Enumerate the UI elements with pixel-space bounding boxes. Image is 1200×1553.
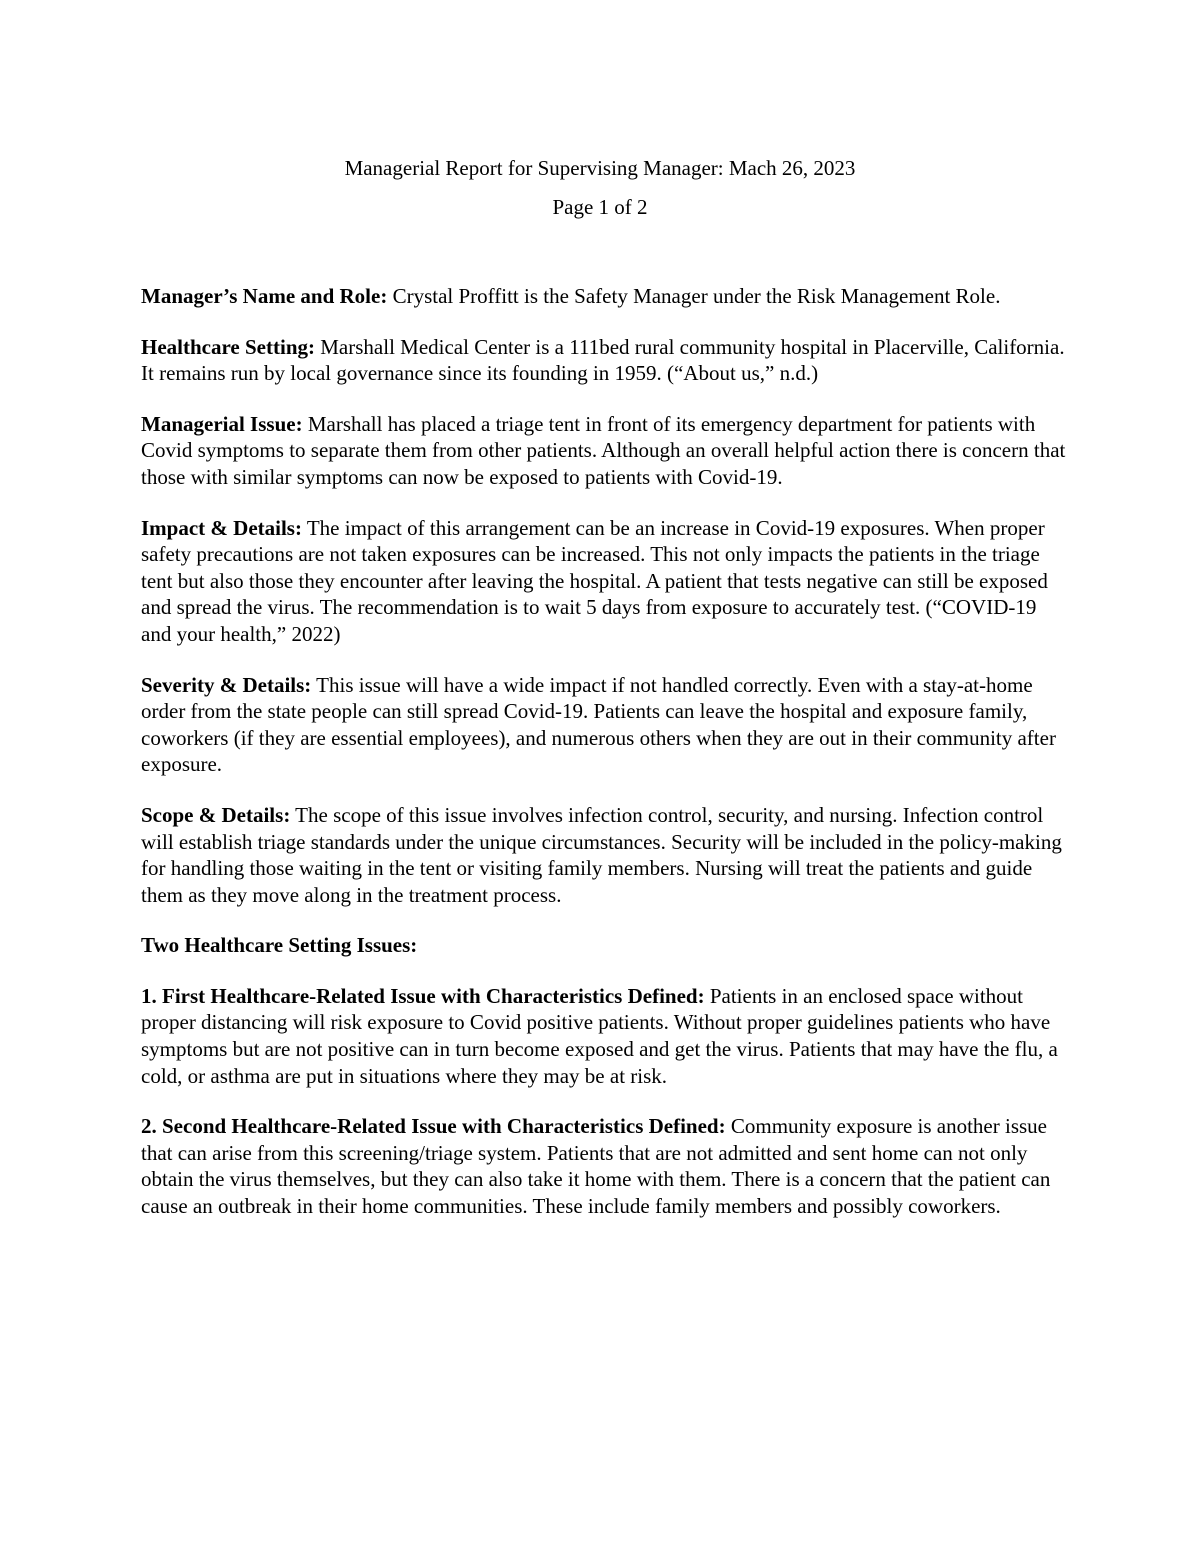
section-label: 2. Second Healthcare-Related Issue with Characteristics Defined:: [141, 1114, 726, 1139]
section-text: This issue will have a wide impact if not handled correctly. Even with a stay-at-home order from the state people can still spread Covid-19. Patients can leave the hospital and exposure family, coworkers (if they are essential employees), and numerous others when they are out in their community after exposure.: [141, 672, 1056, 777]
report-title: Managerial Report for Supervising Manager: Mach 26, 2023: [344, 156, 856, 180]
section-label: Impact & Details:: [141, 515, 302, 540]
section-text: The scope of this issue involves infection control, security, and nursing. Infection control will establish triage standards under the unique circumstances. Security will be included in the policy-making for handling those waiting in the tent or visiting family members. Nursing will treat the patients and guide them as they move along in the treatment process.: [141, 802, 1062, 907]
section-impact: [141, 515, 1066, 648]
section-text: Marshall has placed a triage tent in front of its emergency department for patients with Covid symptoms to separate them from other patients. Although an overall helpful action there is concern that those with similar symptoms can now be exposed to patients with Covid-19.: [141, 411, 1066, 489]
section-text: The impact of this arrangement can be an increase in Covid-19 exposures. When proper safety precautions are not taken exposures can be increased. This not only impacts the patients in the triage tent but also those they encounter after leaving the hospital. A patient that tests negative can still be exposed and spread the virus. The recommendation is to wait 5 days from exposure to accurately test. (“COVID-19 and your health,” 2022): [141, 515, 1048, 646]
section-label: Scope & Details:: [141, 802, 291, 827]
section-label: Manager’s Name and Role:: [141, 284, 388, 308]
section-text: Community exposure is another issue that can arise from this screening/triage system. Patients that are not admitted and sent home can not only obtain the virus themselves, but they can also take it home with them. There is a concern that the patient can cause an outbreak in their home communities. These include family members and possibly coworkers.: [141, 1114, 1051, 1219]
section-text: Crystal Proffitt is the Safety Manager under the Risk Management Role.: [387, 284, 1001, 308]
section-two-issues-heading: [141, 932, 1066, 959]
section-healthcare-setting: [141, 334, 1066, 387]
section-first-issue: [141, 983, 1066, 1089]
section-second-issue: [141, 1113, 1066, 1219]
section-scope: [141, 802, 1066, 908]
section-manager: [141, 283, 1066, 310]
section-text: Patients in an enclosed space without proper distancing will risk exposure to Covid positive patients. Without proper guidelines patients who have symptoms but are not positive can in turn become exposed and get the virus. Patients that may have the flu, a cold, or asthma are put in situations where they may be at risk.: [141, 983, 1058, 1088]
section-label: Managerial Issue:: [141, 411, 303, 436]
section-label: Healthcare Setting:: [141, 334, 315, 359]
section-severity: [141, 672, 1066, 778]
page-number: Page 1 of 2: [552, 195, 648, 219]
section-label: Two Healthcare Setting Issues:: [141, 933, 418, 958]
section-managerial-issue: [141, 411, 1066, 491]
section-text: Marshall Medical Center is a 111bed rural community hospital in Placerville, California. It remains run by local governance since its founding in 1959. (“About us,” n.d.): [141, 334, 1065, 386]
section-label: 1. First Healthcare-Related Issue with Characteristics Defined:: [141, 983, 705, 1008]
report-body: [141, 283, 1066, 1244]
section-label: Severity & Details:: [141, 672, 312, 697]
